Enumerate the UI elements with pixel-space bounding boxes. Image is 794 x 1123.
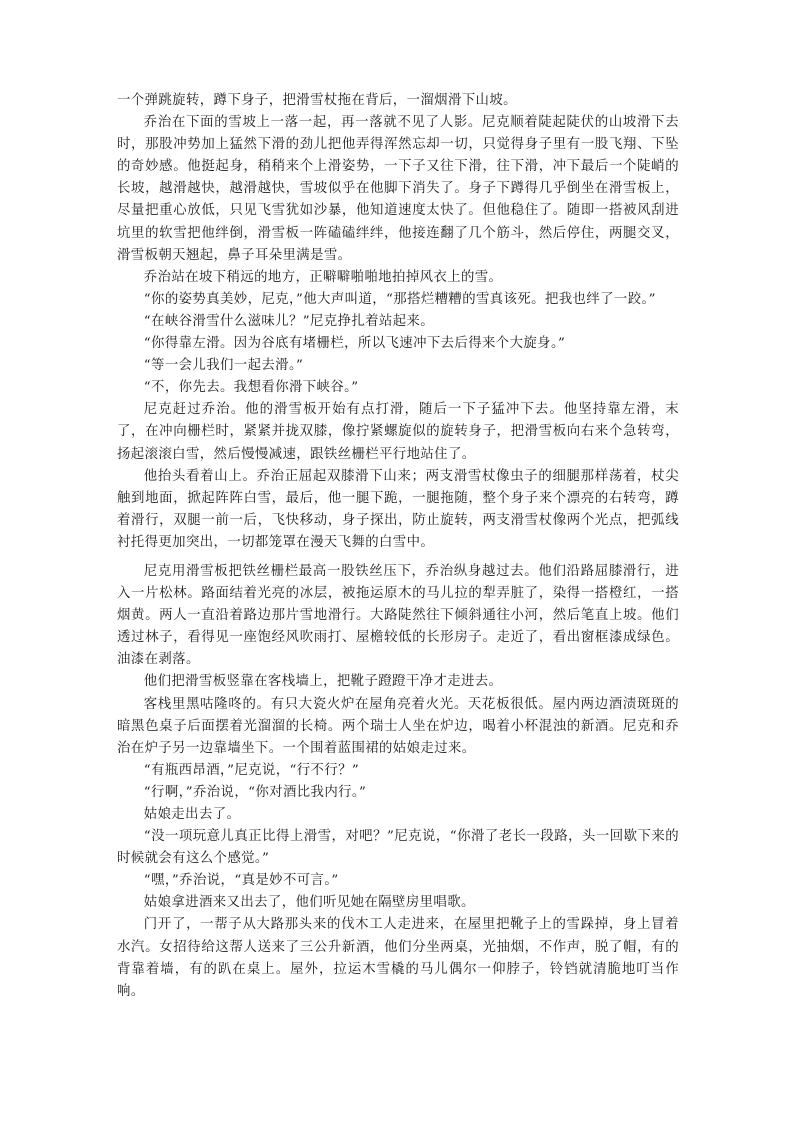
paragraph: 客栈里黑咕隆咚的。有只大瓷火炉在屋角亮着火光。天花板很低。屋内两边酒渍斑斑的暗黑色桌子后面摆着光溜溜的长椅。两个瑞士人坐在炉边，喝着小杯混浊的新酒。尼克和乔治在炉子另一边靠墙坐下。一个围着蓝围裙的姑娘走过来。 (117, 696, 679, 756)
dialogue-paragraph: “行啊，”乔治说，“你对酒比我内行。” (143, 784, 367, 800)
dialogue-paragraph: “在峡谷滑雪什么滋味儿？”尼克挣扎着站起来。 (143, 313, 435, 329)
paragraph: 他们把滑雪板竖靠在客栈墙上，把靴子蹬蹬干净才走进去。 (143, 674, 503, 690)
dialogue-paragraph: “有瓶西昂酒，”尼克说，“行不行？” (143, 762, 360, 778)
paragraph: 尼克用滑雪板把铁丝栅栏最高一股铁丝压下，乔治纵身越过去。他们沿路屈膝滑行，进入一片松林。路面结着光亮的冰层，被拖运原木的马儿拉的犁弄脏了，染得一搭橙红，一搭烟黄。两人一直沿着路边那片雪地滑行。大路陡然往下倾斜通往小河，然后笔直上坡。他们透过林子，看得见一座饱经风吹雨打、屋檐较低的长形房子。走近了，看出窗框漆成绿色。油漆在剥落。 (117, 563, 679, 668)
dialogue-paragraph: “不，你先去。我想看你滑下峡谷。” (143, 380, 359, 396)
paragraph: 尼克赶过乔治。他的滑雪板开始有点打滑，随后一下子猛冲下去。他坚持靠左滑，末了，在冲向栅栏时，紧紧并拢双膝，像拧紧螺旋似的旋转身子，把滑雪板向右来个急转弯，扬起滚滚白雪，然后慢慢减速，跟铁丝栅栏平行地站住了。 (117, 402, 679, 462)
dialogue-paragraph: “没一项玩意儿真正比得上滑雪，对吧？”尼克说，“你滑了老长一段路，头一回歇下来的时候就会有这么个感觉。” (117, 829, 679, 867)
dialogue-paragraph: “嘿，”乔治说，“真是妙不可言。” (143, 873, 339, 889)
paragraph: 姑娘拿进酒来又出去了，他们听见她在隔壁房里唱歌。 (143, 895, 475, 911)
paragraph: 他抬头看着山上。乔治正屈起双膝滑下山来；两支滑雪杖像虫子的细腿那样荡着，杖尖触到地面，掀起阵阵白雪，最后，他一腿下跪，一腿拖随，整个身子来个漂亮的右转弯，蹲着滑行，双腿一前一后，飞快移动，身子探出，防止旋转，两支滑雪杖像两个光点，把弧线衬托得更加突出，一切都笼罩在漫天飞舞的白雪中。 (117, 468, 679, 550)
story-text-body (117, 90, 679, 1003)
paragraph: 乔治在下面的雪坡上一落一起，再一落就不见了人影。尼克顺着陡起陡伏的山坡滑下去时，那股冲势加上猛然下滑的劲儿把他弄得浑然忘却一切，只觉得身子里有一股飞翔、下坠的奇妙感。他挺起身，稍稍来个上滑姿势，一下子又往下滑，往下滑，冲下最后一个陡峭的长坡，越滑越快，越滑越快，雪坡似乎在他脚下消失了。身子下蹲得几乎倒坐在滑雪板上，尽量把重心放低，只见飞雪犹如沙暴，他知道速度太快了。但他稳住了。随即一搭被风刮进坑里的软雪把他绊倒，滑雪板一阵磕磕绊绊，他接连翻了几个筋斗，然后停住，两腿交叉，滑雪板朝天翘起，鼻子耳朵里满是雪。 (117, 115, 679, 263)
paragraph: 门开了，一帮子从大路那头来的伐木工人走进来，在屋里把靴子上的雪跺掉，身上冒着水汽。女招待给这帮人送来了三公升新酒，他们分坐两桌，光抽烟，不作声，脱了帽，有的背靠着墙，有的趴在桌上。屋外，拉运木雪橇的马儿偶尔一仰脖子，铃铛就清脆地叮当作响。 (117, 917, 679, 999)
paragraph: 姑娘走出去了。 (143, 807, 241, 822)
paragraph: 乔治站在坡下稍远的地方，正噼噼啪啪地拍掉风衣上的雪。 (143, 269, 503, 285)
dialogue-paragraph: “等一会儿我们一起去滑。” (143, 358, 304, 374)
dialogue-paragraph: “你的姿势真美妙，尼克，”他大声叫道，“那搭烂糟糟的雪真该死。把我也绊了一跤。” (143, 291, 656, 307)
paragraph: 一个弹跳旋转，蹲下身子，把滑雪杖拖在背后，一溜烟滑下山坡。 (117, 93, 517, 108)
dialogue-paragraph: “你得靠左滑。因为谷底有堵栅栏，所以飞速冲下去后得来个大旋身。” (143, 336, 566, 352)
